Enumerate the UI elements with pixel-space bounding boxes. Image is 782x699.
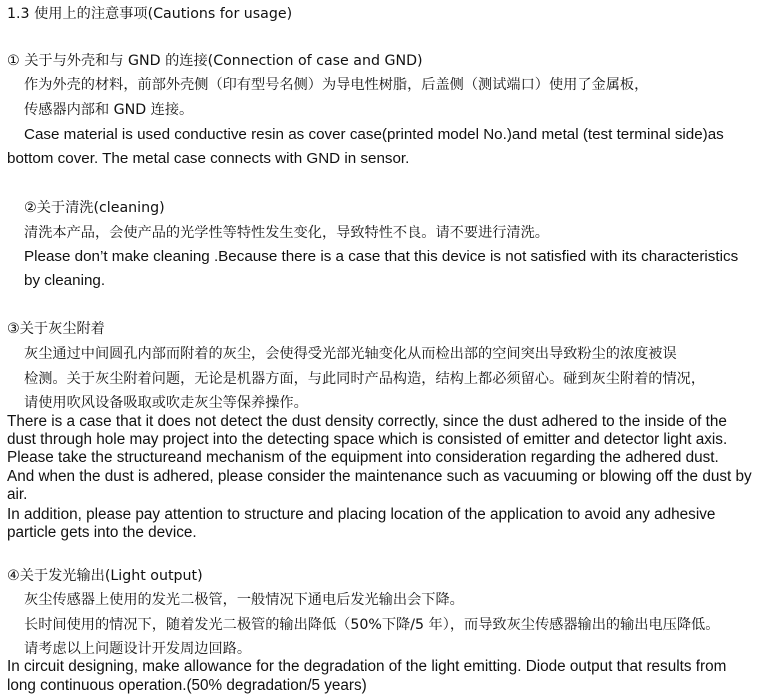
section-3-en-line-1: There is a case that it does not detect the dust density correctly, since the dust adhered to the inside of the [7,413,727,430]
section-4-en-line-1: In circuit designing, make allowance for the degradation of the light emitting. Diode output that results from [7,658,727,675]
section-1-en-line-2: bottom cover. The metal case connects with GND in sensor. [7,150,410,167]
section-2-cn-line-1: 清洗本产品，会使产品的光学性等特性发生变化，导致特性不良。请不要进行清洗。 [24,225,549,241]
section-1-cn-line-2: 传感器内部和 GND 连接。 [24,102,194,118]
section-4-cn-line-1: 灰尘传感器上使用的发光二极管，一般情况下通电后发光输出会下降。 [24,592,464,608]
section-3-cn-line-2: 检测。关于灰尘附着问题，无论是机器方面，与此同时产品构造，结构上都必须留心。碰到灰尘附着的情况， [24,371,706,387]
section-4-cn-line-3: 请考虑以上问题设计开发周边回路。 [24,641,252,657]
section-4-en-line-2: long continuous operation.(50% degradation/5 years) [7,677,367,694]
section-4-cn-line-2: 长时间使用的情况下，随着发光二极管的输出降低（50%下降/5 年），而导致灰尘传感器输出的输出电压降低。 [24,617,720,633]
section-2-en-line-2: by cleaning. [24,272,106,289]
section-1-cn-line-1: 作为外壳的材料，前部外壳侧（印有型号名侧）为导电性树脂，后盖侧（测试端口）使用了金属板， [24,77,649,93]
section-3-en-line-4: And when the dust is adhered, please consider the maintenance such as vacuuming or blowing off the dust by [7,468,752,485]
section-1-heading: ① 关于与外壳和与 GND 的连接(Connection of case and GND) [7,53,423,69]
section-3-en-line-3: Please take the structureand mechanism of the equipment into consideration regarding the adhered dust. [7,449,719,466]
section-3-cn-line-3: 请使用吹风设备吸取或吹走灰尘等保养操作。 [24,395,308,411]
section-1-en-line-1: Case material is used conductive resin as cover case(printed model No.)and metal (test terminal side)as [24,126,724,143]
section-4-heading: ④关于发光输出(Light output) [7,568,203,584]
section-2-heading: ②关于清洗(cleaning) [24,200,165,216]
section-3-en-line-6: In addition, please pay attention to structure and placing location of the application to avoid any adhesive [7,506,716,523]
section-3-heading: ③关于灰尘附着 [7,321,105,337]
section-3-en-line-5: air. [7,486,28,503]
section-title: 1.3 使用上的注意事项(Cautions for usage) [7,6,293,22]
section-3-en-line-2: dust through hole may project into the detecting space which is consisted of emitter and detector light axis. [7,431,728,448]
section-3-en-line-7: particle gets into the device. [7,524,197,541]
section-2-en-line-1: Please don’t make cleaning .Because there is a case that this device is not satisfied with its characteristics [24,248,739,265]
section-3-cn-line-1: 灰尘通过中间圆孔内部而附着的灰尘，会使得受光部光轴变化从而检出部的空间突出导致粉尘的浓度被误 [24,346,677,362]
